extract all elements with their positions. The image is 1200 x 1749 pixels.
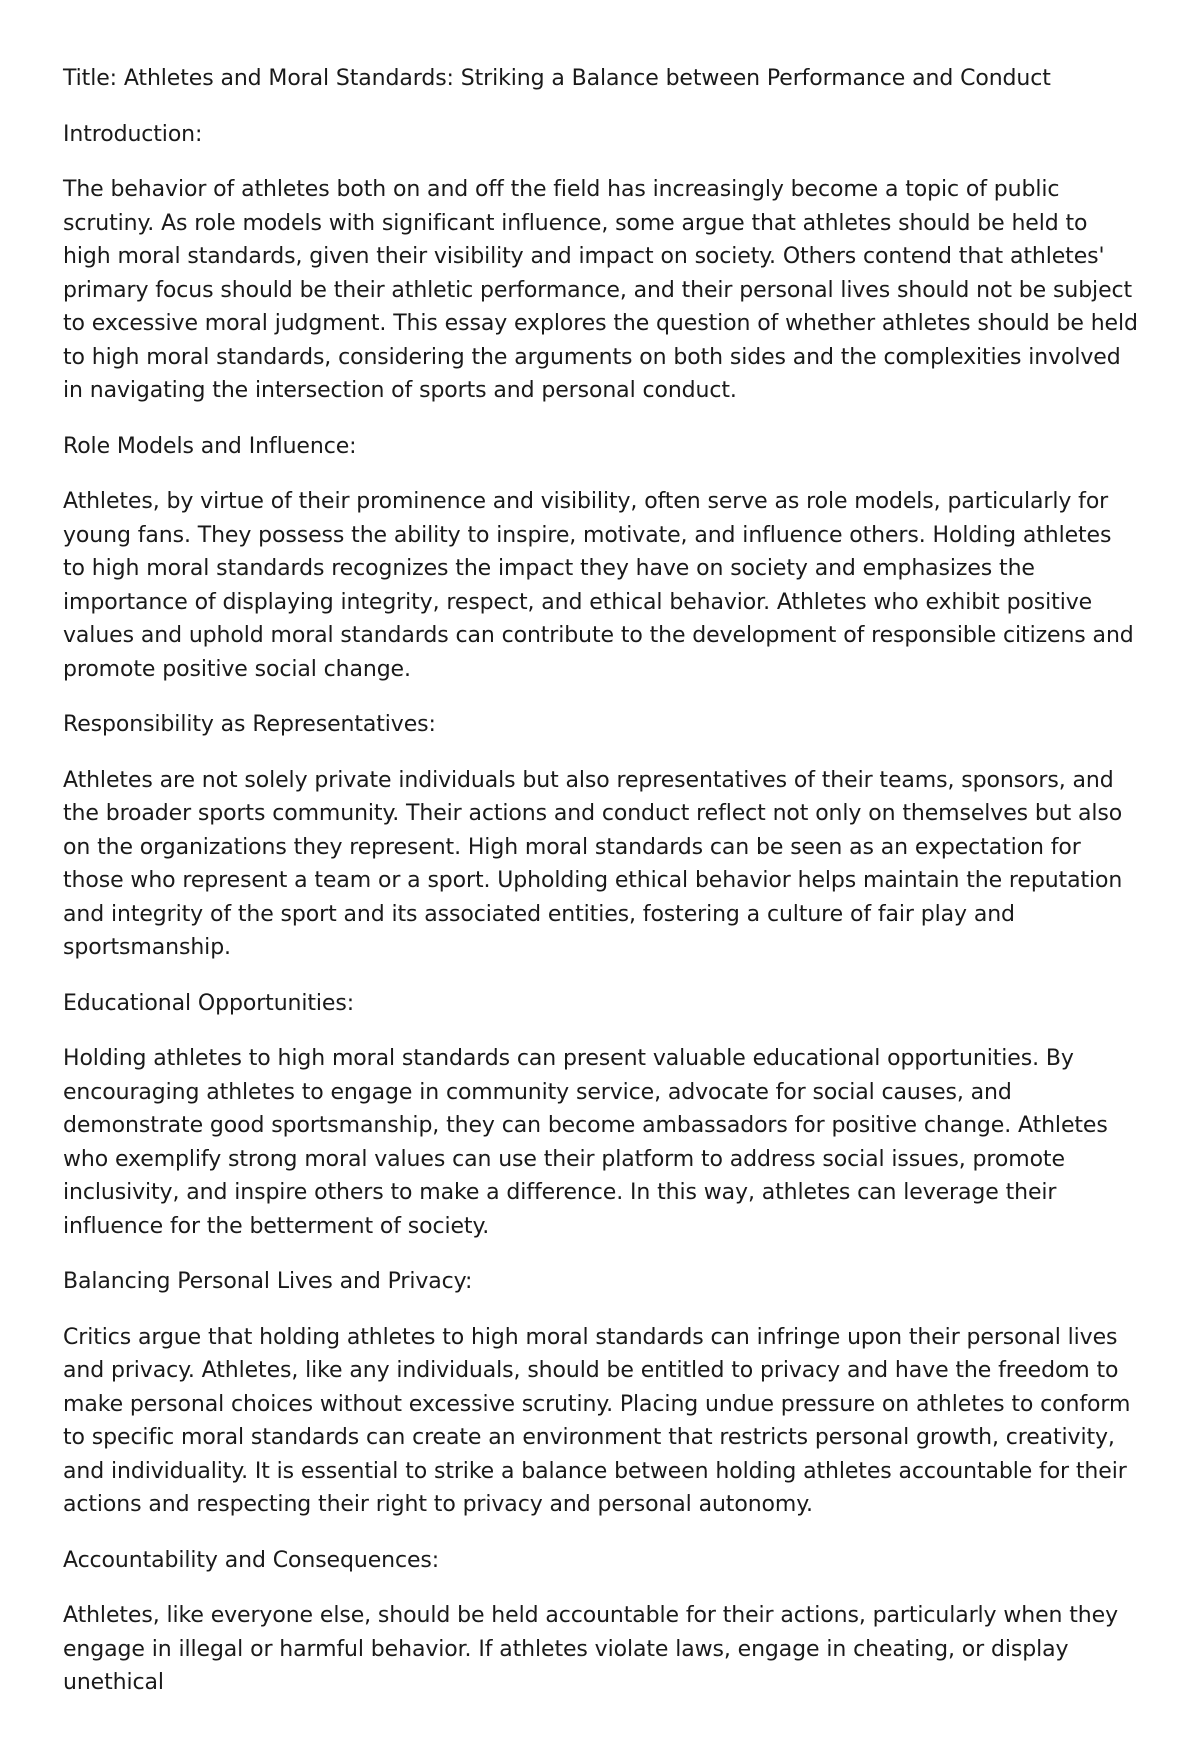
section-accountability	[63, 1544, 1138, 1700]
section-heading: Accountability and Consequences:	[63, 1547, 440, 1573]
section-responsibility	[63, 708, 1138, 965]
section-heading: Balancing Personal Lives and Privacy:	[63, 1269, 473, 1294]
section-paragraph: Athletes, like everyone else, should be held accountable for their actions, particularly when they engage in illegal or harmful behavior. If athletes violate laws, engage in cheating, or display unethical	[63, 1603, 1118, 1695]
section-paragraph: Holding athletes to high moral standards can present valuable educational opportunities. By encouraging athletes to engage in community service, advocate for social causes, and demonstrate good sportsmanship, they can become ambassadors for positive change. Athletes who exemplify strong moral values can use their platform to address social issues, promote inclusivity, and inspire others to make a difference. In this way, athletes can leverage their influence for the betterment of society.	[63, 1046, 1108, 1239]
section-role-models	[63, 430, 1138, 687]
document-title: Title: Athletes and Moral Standards: Striking a Balance between Performance and Conduct	[63, 66, 1051, 91]
section-paragraph: Athletes are not solely private individuals but also representatives of their teams, sponsors, and the broader sports community. Their actions and conduct reflect not only on themselves but also on the organizations they represent. High moral standards can be seen as an expectation for those who represent a team or a sport. Upholding ethical behavior helps maintain the reputation and integrity of the sport and its associated entities, fostering a culture of fair play and sportsmanship.	[63, 767, 1123, 960]
section-heading: Responsibility as Representatives:	[63, 712, 436, 737]
section-heading: Introduction:	[63, 121, 203, 147]
section-heading: Role Models and Influence:	[63, 433, 357, 459]
section-heading: Educational Opportunities:	[63, 990, 355, 1016]
section-paragraph: Critics argue that holding athletes to high moral standards can infringe upon their personal lives and privacy. Athletes, like any individuals, should be entitled to privacy and have the freedom to make personal choices without excessive scrutiny. Placing undue pressure on athletes to conform to specific moral standards can create an environment that restricts personal growth, creativity, and individuality. It is essential to strike a balance between holding athletes accountable for their actions and respecting their right to privacy and personal autonomy.	[63, 1324, 1131, 1517]
section-paragraph: Athletes, by virtue of their prominence and visibility, often serve as role models, particularly for young fans. They possess the ability to inspire, motivate, and influence others. Holding athletes to high moral standards recognizes the impact they have on society and emphasizes the importance of displaying integrity, respect, and ethical behavior. Athletes who exhibit positive values and uphold moral standards can contribute to the development of responsible citizens and promote positive social change.	[63, 489, 1134, 682]
section-educational	[63, 987, 1138, 1244]
section-paragraph: The behavior of athletes both on and off the field has increasingly become a topic of public scrutiny. As role models with significant influence, some argue that athletes should be held to high moral standards, given their visibility and impact on society. Others contend that athletes' primary focus should be their athletic performance, and their personal lives should not be subject to excessive moral judgment. This essay explores the question of whether athletes should be held to high moral standards, considering the arguments on both sides and the complexities involved in navigating the intersection of sports and personal conduct.	[63, 177, 1138, 403]
section-privacy	[63, 1265, 1138, 1522]
section-introduction	[63, 118, 1138, 408]
